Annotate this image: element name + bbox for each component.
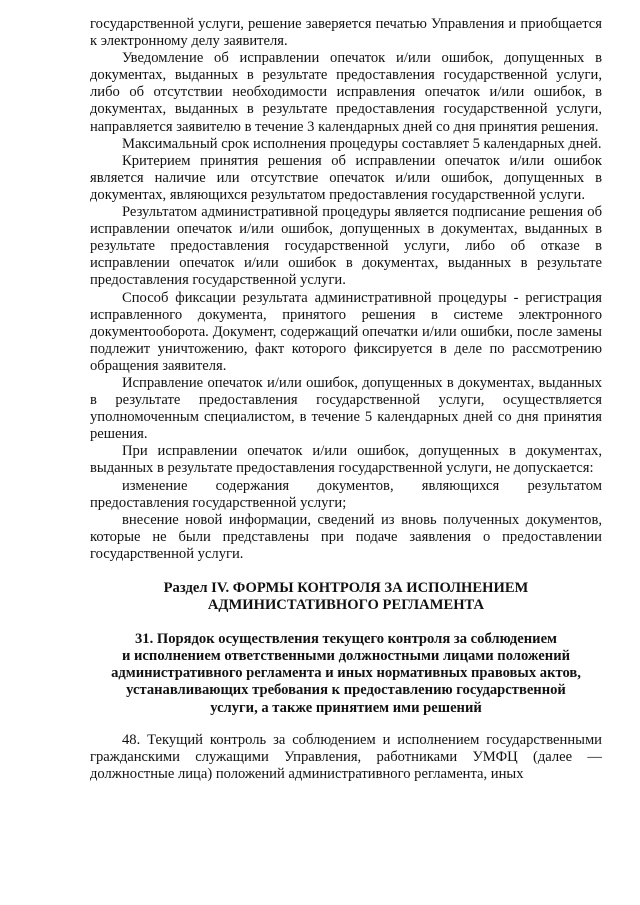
subsection-heading-line: 31. Порядок осуществления текущего контроля за соблюдением (135, 631, 557, 648)
document-page (90, 16, 602, 783)
paragraph-correction: Исправление опечаток и/или ошибок, допущенных в документах, выданных в результате предоставления государственной услуги, осуществляется уполномоченным специалистом, в течение 5 календарных дней со дня принятия решения. (90, 374, 602, 443)
paragraph-notice: Уведомление об исправлении опечаток и/или ошибок, допущенных в документах, выданных в результате предоставления государственной услуги, либо об отсутствии необходимости исправления опечаток и/или ошибок, в документах, выданных в результате предоставления государственной услуги, направляется заявителю в течение 3 календарных дней со дня принятия решения. (90, 50, 602, 135)
paragraph-not-allowed: При исправлении опечаток и/или ошибок, допущенных в документах, выданных в результате предоставления государственной услуги, не допускается: (90, 443, 602, 477)
list-item-content-change: изменение содержания документов, являющихся результатом предоставления государственной услуги; (90, 477, 602, 511)
paragraph-max-term: Максимальный срок исполнения процедуры составляет 5 календарных дней. (122, 135, 602, 152)
subsection-heading-line: административного регламента и иных нормативных правовых актов, (111, 665, 581, 682)
subsection-heading-line: услуги, а также принятием ими решений (210, 699, 482, 716)
paragraph-48: 48. Текущий контроль за соблюдением и исполнением государственными гражданскими служащими Управления, работниками УМФЦ (далее — должностные лица) положений административного регламента, иных (90, 731, 602, 782)
section-heading (90, 580, 602, 614)
paragraph-criterion: Критерием принятия решения об исправлении опечаток и/или ошибок является наличие или отсутствие опечаток и/или ошибок, допущенных в документах, являющихся результатом предоставления государственной услуги. (90, 152, 602, 203)
subsection-heading-line: и исполнением ответственными должностными лицами положений (121, 648, 571, 665)
paragraph-fixation: Способ фиксации результата административной процедуры - регистрация исправленного документа, принятого решения в системе электронного документооборота. Документ, содержащий опечатки и/или ошибки, после замены подлежит уничтожению, факт которого фиксируется в деле по рассмотрению обращения заявителя. (90, 289, 602, 374)
list-item-new-info: внесение новой информации, сведений из вновь полученных документов, которые не были представлены при подаче заявления о предоставлении государственной услуги. (90, 511, 602, 562)
section-heading-line: АДМИНИСТАТИВНОГО РЕГЛАМЕНТА (207, 597, 485, 614)
section-heading-line: Раздел IV. ФОРМЫ КОНТРОЛЯ ЗА ИСПОЛНЕНИЕМ (163, 580, 529, 596)
subsection-heading (90, 631, 602, 716)
subsection-heading-line: устанавливающих требования к предоставлению государственной (126, 682, 566, 699)
paragraph-continuation: государственной услуги, решение заверяется печатью Управления и приобщается к электронному делу заявителя. (90, 16, 602, 50)
paragraph-result: Результатом административной процедуры является подписание решения об исправлении опечаток и/или ошибок, допущенных в документах, выданных в результате предоставления государственной услуги, либо об отказе в исправлении опечаток и/или ошибок в документах, выданных в результате предоставления государственной услуги. (90, 204, 602, 289)
